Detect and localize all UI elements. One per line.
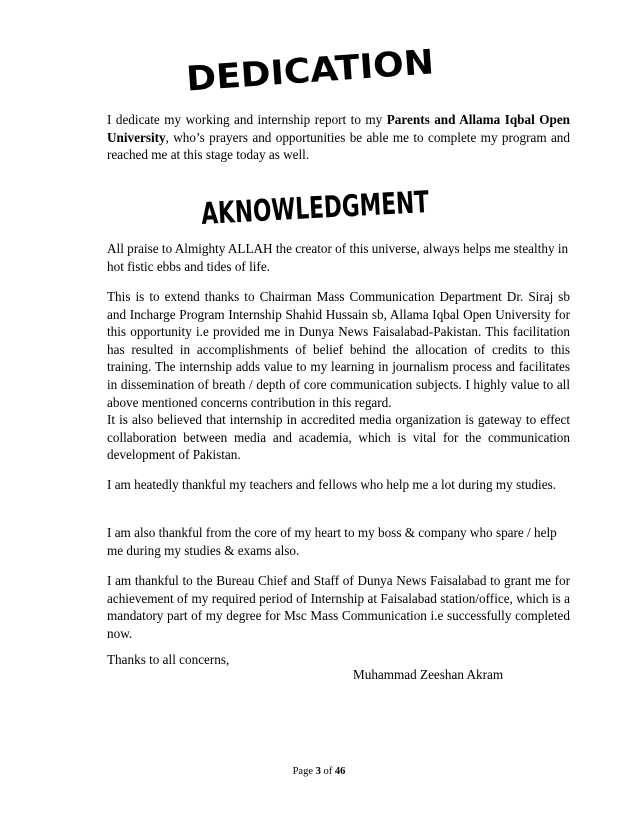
acknowledgment-paragraph-4: I am heatedly thankful my teachers and fellows who help me a lot during my studies.	[107, 477, 556, 492]
acknowledgment-paragraph-5: I am also thankful from the core of my heart to my boss & company who spare / help me during my studies & exams also.	[107, 525, 557, 558]
acknowledgment-heading-text: AKNOWLEDGMENT	[200, 180, 518, 232]
dedication-heading-text: DEDICATION	[184, 43, 422, 100]
signature-name: Muhammad Zeeshan Akram	[353, 667, 504, 682]
acknowledgment-paragraph-1: All praise to Almighty ALLAH the creator of this universe, always helps me stealthy in hot fistic ebbs and tides of life.	[107, 241, 569, 274]
dedication-bold-parents: Parents and Allama Iqbal Open University	[107, 112, 571, 145]
footer-total-pages: 46	[334, 766, 346, 777]
dedication-text-end: , who’s prayers and opportunities be able me to complete my program and reached me at this stage today as well.	[107, 129, 570, 163]
dedication-text-start: I dedicate my working and internship report to my	[107, 112, 387, 127]
dedication-paragraph	[107, 111, 570, 164]
page-footer	[0, 766, 638, 777]
acknowledgment-heading	[195, 180, 518, 232]
footer-of-word: of	[323, 766, 333, 777]
footer-page-number: 3	[315, 766, 321, 777]
acknowledgment-paragraph-3: It is also believed that internship in accredited media organization is gateway to effect collaboration between media and academia, which is vital for the communication development of Pakistan.	[107, 412, 570, 463]
acknowledgment-paragraph-6: I am thankful to the Bureau Chief and Staff of Dunya News Faisalabad to grant me for achievement of my required period of Internship at Faisalabad station/office, which is a mandatory part of my degree for Msc Mass Communication i.e successfully completed now.	[107, 573, 570, 641]
acknowledgment-paragraph-2: This is to extend thanks to Chairman Mass Communication Department Dr. Siraj sb and Incharge Program Internship Shahid Hussain sb, Allama Iqbal Open University for this opportunity i.e provided me in Dunya News Faisalabad-Pakistan. This facilitation has resulted in accomplishments of belief behind the allocation of credits to this training. The internship adds value to my learning in journalism process and facilitates in dissemination of breath / depth of core communication subjects. I highly value to all above mentioned concerns contribution in this regard.	[107, 289, 570, 410]
footer-page-word: Page	[292, 766, 314, 777]
closing-line: Thanks to all concerns,	[107, 652, 230, 667]
dedication-heading	[180, 40, 440, 100]
